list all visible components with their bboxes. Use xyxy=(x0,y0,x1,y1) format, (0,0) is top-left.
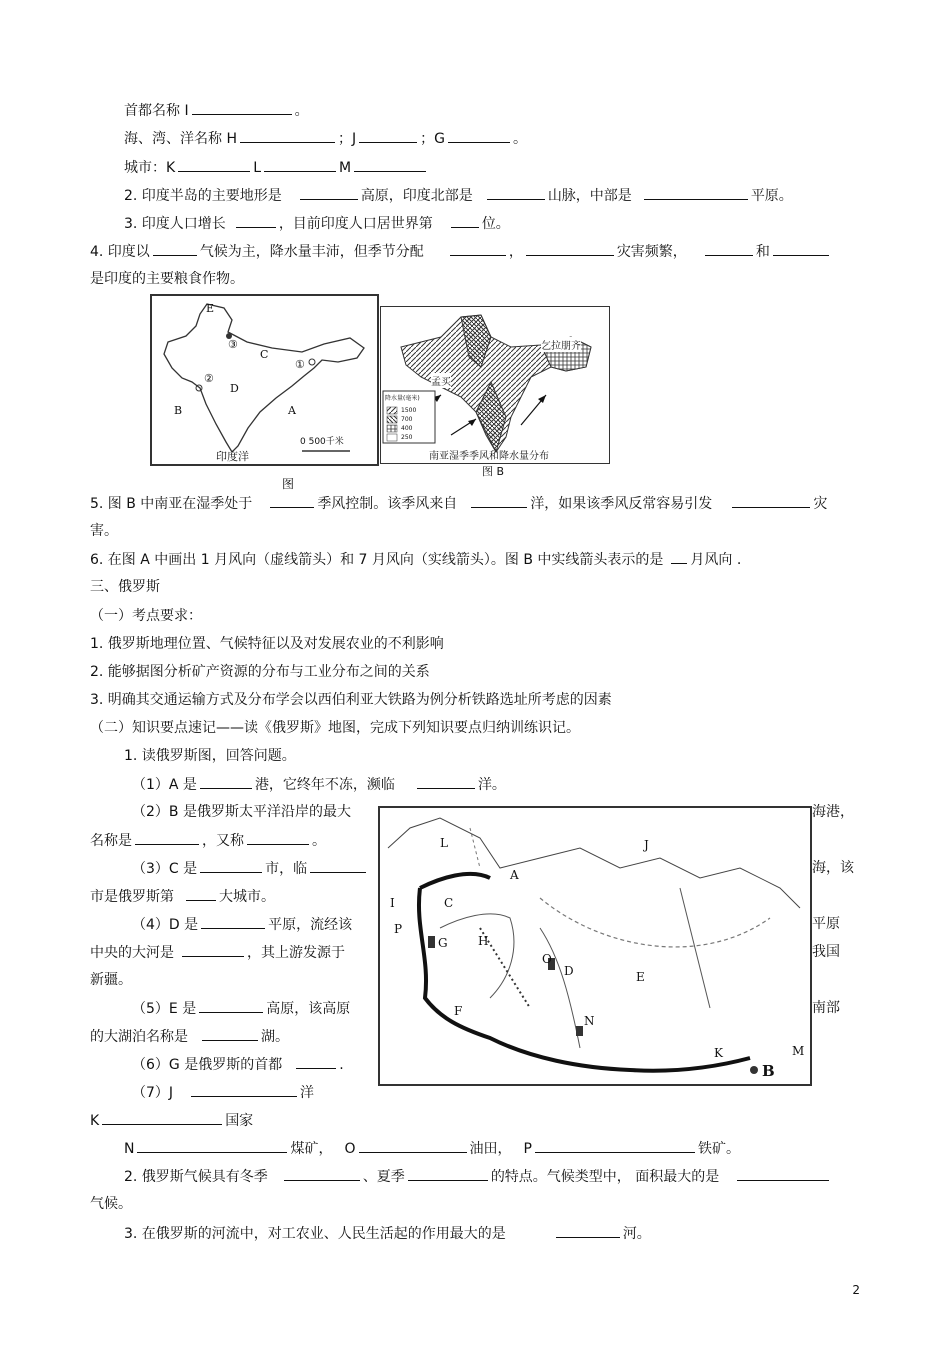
map-b-legend-1500: 1500 xyxy=(401,407,417,414)
blank[interactable] xyxy=(296,1054,336,1069)
r3-line xyxy=(132,858,369,879)
map-b-legend-700: 700 xyxy=(401,416,413,423)
russia-label-a: A xyxy=(510,868,519,882)
r7-line xyxy=(132,1082,314,1103)
blank[interactable] xyxy=(359,128,417,143)
section3-req3: 3. 明确其交通运输方式及分布学会以西伯利亚大铁路为例分析铁路选址所考虑的因素 xyxy=(90,692,612,708)
r7-a: （7）J xyxy=(132,1085,174,1101)
r2-right: 海港， xyxy=(812,804,854,820)
blank[interactable] xyxy=(354,157,426,172)
blank[interactable] xyxy=(247,830,309,845)
blank[interactable] xyxy=(526,241,614,256)
r6-line xyxy=(132,1054,344,1075)
russia-label-h: H xyxy=(478,934,489,948)
rn-o: O xyxy=(344,1141,356,1157)
r5-right: 南部 xyxy=(812,1000,840,1016)
map-b-caption: 南亚湿季季风和降水量分布 xyxy=(429,451,549,462)
russia-label-e: E xyxy=(636,970,645,984)
blank[interactable] xyxy=(192,100,292,115)
russia-label-p: P xyxy=(394,922,403,936)
blank[interactable] xyxy=(186,886,216,901)
r1-a: （1）A 是 xyxy=(132,777,197,793)
q5-e: 害。 xyxy=(90,523,118,539)
page-number: 2 xyxy=(852,1283,860,1297)
r3-line2 xyxy=(90,886,275,907)
rn-iron: 铁矿。 xyxy=(697,1141,740,1157)
blank[interactable] xyxy=(178,157,250,172)
blank[interactable] xyxy=(137,1138,287,1153)
russia-map xyxy=(378,806,812,1086)
q2-c: 山脉，中部是 xyxy=(547,188,632,204)
q1-cities-l: L xyxy=(253,160,261,176)
section3-req2: 2. 能够据图分析矿产资源的分布与工业分布之间的关系 xyxy=(90,664,430,680)
q6-end: 月风向 . xyxy=(690,552,742,568)
c2-line xyxy=(124,1166,832,1187)
section3-req-title: （一）考点要求： xyxy=(90,608,202,624)
blank[interactable] xyxy=(773,241,829,256)
blank[interactable] xyxy=(448,128,510,143)
c2-d: 气候。 xyxy=(90,1196,132,1212)
rn-coal: 煤矿， xyxy=(290,1141,333,1157)
q1-capital-label: 首都名称 I xyxy=(124,103,189,119)
q2-line xyxy=(124,185,793,206)
q1-seas-j: ；J xyxy=(337,131,357,147)
map-a-scale: 0 500千米 xyxy=(300,437,344,447)
c3-line xyxy=(124,1223,651,1244)
map-a-label-3: ③ xyxy=(228,338,238,351)
monsoon-map-b xyxy=(380,306,610,464)
q5-line xyxy=(90,493,827,514)
q2-d: 平原。 xyxy=(750,188,793,204)
blank[interactable] xyxy=(408,1166,488,1181)
blank[interactable] xyxy=(535,1138,695,1153)
section3-know-title: （二）知识要点速记——读《俄罗斯》地图，完成下列知识要点归纳训练识记。 xyxy=(90,720,580,736)
russia-label-b: B xyxy=(762,1062,775,1080)
map-a-label-c: C xyxy=(260,348,269,361)
russia-label-m: M xyxy=(792,1044,805,1058)
q4-cont-line xyxy=(90,269,244,289)
india-map-a xyxy=(150,294,379,466)
russia-label-g: G xyxy=(438,936,448,950)
section3-read-map: 1. 读俄罗斯图，回答问题。 xyxy=(124,748,296,764)
r2-d: 。 xyxy=(312,833,326,849)
blank[interactable] xyxy=(359,1138,467,1153)
map-a-ocean: 印度洋 xyxy=(216,450,249,463)
q1-end: 。 xyxy=(294,103,309,119)
map-a-label-1: ① xyxy=(295,358,305,371)
c3-b: 河。 xyxy=(622,1226,651,1242)
russia-label-j: J xyxy=(644,838,649,852)
rn-oil: 油田， xyxy=(469,1141,512,1157)
map-b-legend-title: 降水量(毫米) xyxy=(385,395,420,402)
c2-a: 2. 俄罗斯气候具有冬季 xyxy=(124,1169,268,1185)
c2-c: 的特点。气候类型中， 面积最大的是 xyxy=(490,1169,720,1185)
map-a-caption: 图 xyxy=(282,477,295,491)
map-b-legend-250: 250 xyxy=(401,434,413,441)
blank[interactable] xyxy=(264,157,336,172)
r4-right1: 平原 xyxy=(812,916,840,932)
q6-line xyxy=(90,549,741,570)
blank[interactable] xyxy=(102,1110,222,1125)
r4-line xyxy=(132,914,352,935)
q4-e: 和 xyxy=(755,244,770,260)
blank[interactable] xyxy=(705,241,753,256)
russia-label-k: K xyxy=(714,1046,723,1060)
r5-line xyxy=(132,998,350,1019)
russia-label-n: N xyxy=(584,1014,595,1028)
q4-f: 是印度的主要粮食作物。 xyxy=(90,271,244,287)
r4-right2: 我国 xyxy=(812,944,840,960)
q1-cities-line xyxy=(124,157,429,178)
blank[interactable] xyxy=(644,185,748,200)
r2-b: 名称是 xyxy=(90,833,132,849)
blank[interactable] xyxy=(135,830,199,845)
q1-seas-line xyxy=(124,128,527,149)
map-b-legend-400: 400 xyxy=(401,425,413,432)
blank[interactable] xyxy=(487,185,545,200)
r1-line xyxy=(132,774,506,795)
q1-seas-g: ；G xyxy=(420,131,445,147)
map-a-label-d: D xyxy=(230,382,239,395)
map-b-city-mumbai: 孟买 xyxy=(431,373,451,388)
blank[interactable] xyxy=(202,1026,258,1041)
r4-line2 xyxy=(90,942,345,963)
map-a-label-2: ② xyxy=(204,372,214,385)
blank[interactable] xyxy=(191,1082,297,1097)
r3-right: 海，该 xyxy=(812,860,854,876)
q5-b: 季风控制。该季风来自 xyxy=(317,496,458,512)
q1-cities-m: M xyxy=(339,160,352,176)
blank[interactable] xyxy=(236,213,276,228)
blank[interactable] xyxy=(200,774,252,789)
r4-a: （4）D 是 xyxy=(132,917,199,933)
blank[interactable] xyxy=(556,1223,620,1238)
r6-b: . xyxy=(339,1057,344,1073)
r5-b: 高原，该高原 xyxy=(266,1001,351,1017)
blank[interactable] xyxy=(310,858,366,873)
blank[interactable] xyxy=(671,549,687,564)
r1-c: 洋。 xyxy=(477,777,506,793)
q4-d: 灾害频繁， xyxy=(616,244,687,260)
r2-c: ，又称 xyxy=(202,833,244,849)
q1-seas-end: 。 xyxy=(512,131,527,147)
q4-c: ， xyxy=(508,244,523,260)
q4-a: 4. 印度以 xyxy=(90,244,150,260)
r5-line2 xyxy=(90,1026,289,1047)
blank[interactable] xyxy=(737,1166,829,1181)
map-b-city-cherrapunji: 乞拉朋齐 xyxy=(541,337,581,352)
q2-a: 2. 印度半岛的主要地形是 xyxy=(124,188,282,204)
russia-label-d: D xyxy=(564,964,574,978)
russia-label-c: C xyxy=(444,896,454,910)
q2-b: 高原，印度北部是 xyxy=(360,188,473,204)
q1-cities-k: 城市：K xyxy=(124,160,176,176)
q3-b: ，目前印度人口居世界第 xyxy=(278,216,433,232)
blank[interactable] xyxy=(300,185,358,200)
q5-cont xyxy=(90,521,118,541)
blank[interactable] xyxy=(201,914,265,929)
q1-seas-label: 海、湾、洋名称 H xyxy=(124,131,237,147)
r5-d: 湖。 xyxy=(261,1029,289,1045)
blank[interactable] xyxy=(284,1166,360,1181)
r4-b: 平原，流经该 xyxy=(268,917,353,933)
monsoon-figure xyxy=(381,307,609,463)
blank[interactable] xyxy=(451,213,479,228)
section3-req1: 1. 俄罗斯地理位置、气候特征以及对发展农业的不利影响 xyxy=(90,636,444,652)
blank[interactable] xyxy=(270,493,314,508)
russia-label-i: I xyxy=(390,896,395,910)
r6-a: （6）G 是俄罗斯的首都 xyxy=(132,1057,283,1073)
q5-c: 洋，如果该季风反常容易引发 xyxy=(530,496,713,512)
rk-line xyxy=(90,1110,253,1131)
section3-title: 三、俄罗斯 xyxy=(90,579,160,595)
map-b-figure-label: 图 B xyxy=(482,465,505,478)
blank[interactable] xyxy=(199,998,263,1013)
c2-b: 、夏季 xyxy=(362,1169,405,1185)
q4-line xyxy=(90,241,832,262)
russia-label-o: O xyxy=(542,952,552,966)
r3-a: （3）C 是 xyxy=(132,861,198,877)
q4-b: 气候为主，降水量丰沛，但季节分配 xyxy=(199,244,424,260)
map-a-label-e: E xyxy=(206,302,215,315)
rk-a: K xyxy=(90,1113,100,1129)
r2-a: （2）B 是俄罗斯太平洋沿岸的最大 xyxy=(132,804,351,820)
blank[interactable] xyxy=(471,493,527,508)
q3-line xyxy=(124,213,510,234)
map-a-label-a: A xyxy=(288,404,296,417)
r3-c: 市是俄罗斯第 xyxy=(90,889,174,905)
rn-p: P xyxy=(523,1141,532,1157)
q3-a: 3. 印度人口增长 xyxy=(124,216,226,232)
q5-d: 灾 xyxy=(813,496,828,512)
blank[interactable] xyxy=(732,493,810,508)
r4-d: ，其上游发源于 xyxy=(247,945,345,961)
map-a-label-b: B xyxy=(174,404,183,417)
blank[interactable] xyxy=(153,241,197,256)
c3-a: 3. 在俄罗斯的河流中，对工农业、人民生活起的作用最大的是 xyxy=(124,1226,506,1242)
russia-label-l: L xyxy=(440,836,448,850)
r1-b: 港，它终年不冻，濒临 xyxy=(254,777,395,793)
blank[interactable] xyxy=(417,774,475,789)
rn-line xyxy=(124,1138,740,1159)
r3-d: 大城市。 xyxy=(219,889,275,905)
blank[interactable] xyxy=(450,241,506,256)
q6-text: 6. 在图 A 中画出 1 月风向（虚线箭头）和 7 月风向（实线箭头）。图 B 中实线箭头表示的是 xyxy=(90,552,664,568)
rk-b: 国家 xyxy=(225,1113,254,1129)
q3-c: 位。 xyxy=(481,216,510,232)
blank[interactable] xyxy=(240,128,335,143)
r4-c: 中央的大河是 xyxy=(90,945,174,961)
r5-a: （5）E 是 xyxy=(132,1001,197,1017)
blank[interactable] xyxy=(200,858,262,873)
r7-b: 洋 xyxy=(300,1085,315,1101)
q1-capital-line xyxy=(124,100,309,121)
rn-n: N xyxy=(124,1141,135,1157)
r2-line2 xyxy=(90,830,326,851)
blank[interactable] xyxy=(182,942,244,957)
r4-e: 新疆。 xyxy=(90,972,132,988)
q5-a: 5. 图 B 中南亚在湿季处于 xyxy=(90,496,253,512)
russia-label-f: F xyxy=(454,1004,463,1018)
r3-b: 市，临 xyxy=(265,861,308,877)
r5-c: 的大湖泊名称是 xyxy=(90,1029,188,1045)
